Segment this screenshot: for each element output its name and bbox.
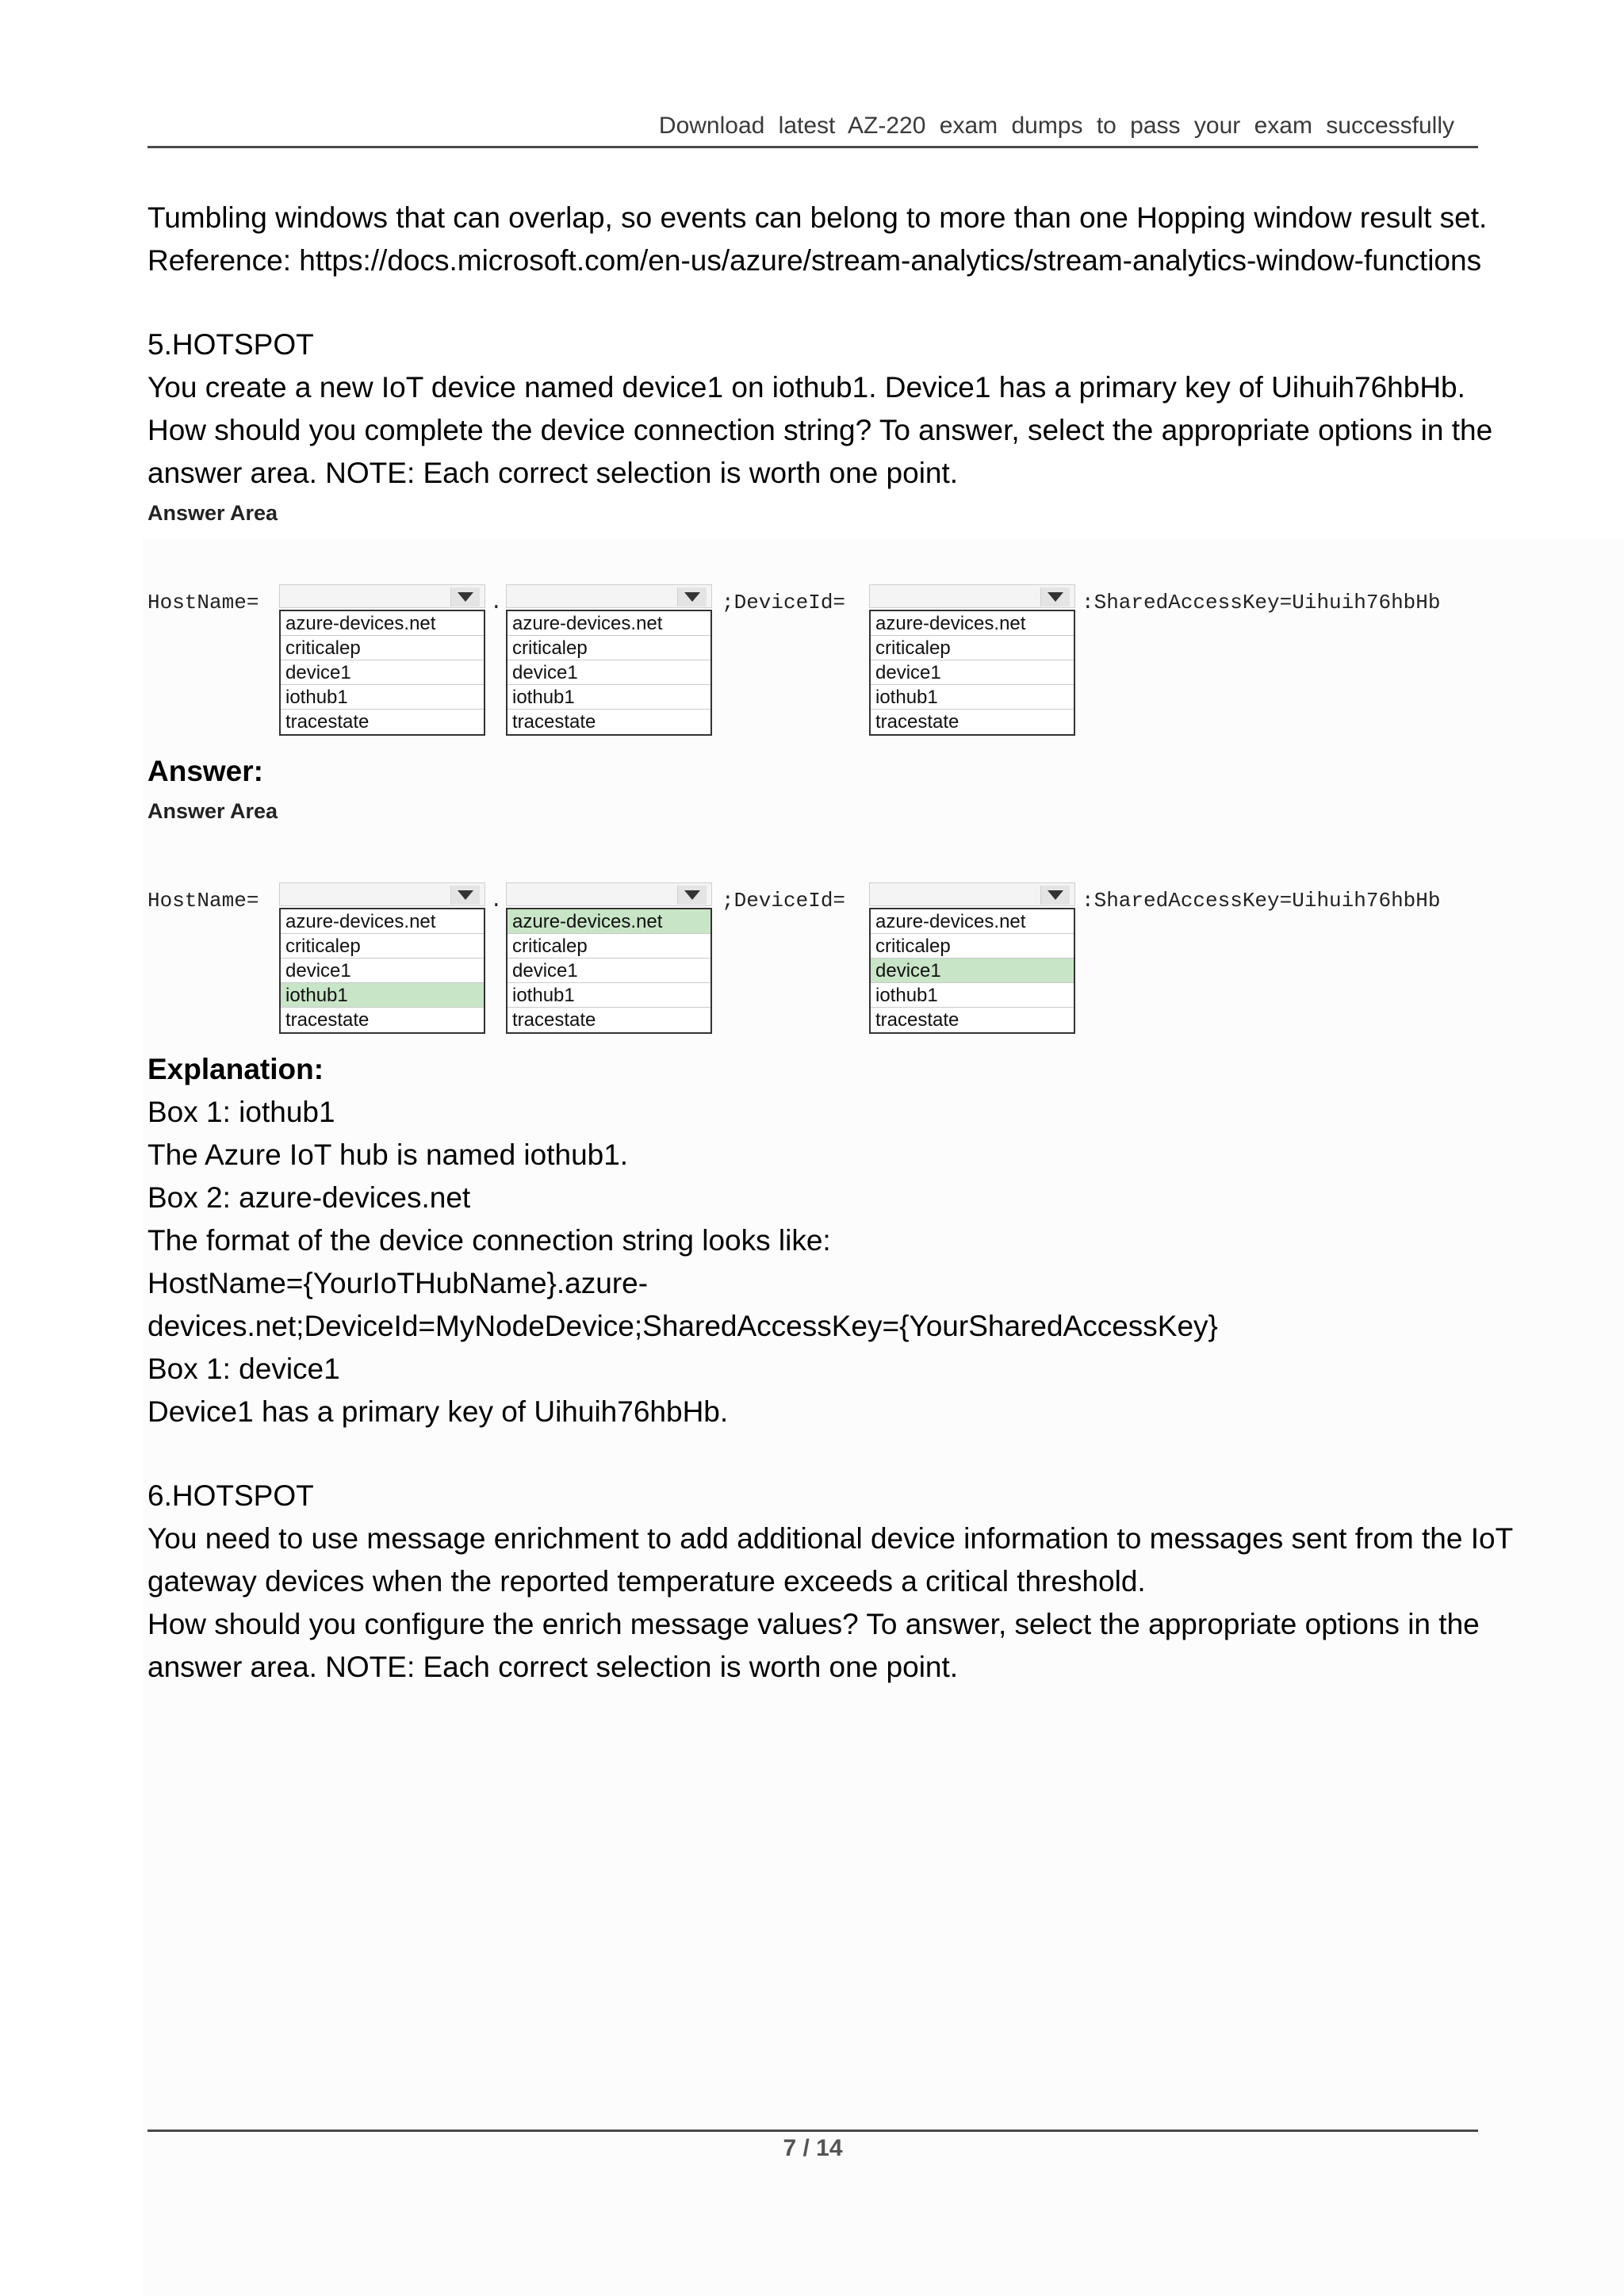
question-6-line-3: How should you configure the enrich message values? To answer, select the appropriate options in the [147,1608,1480,1640]
option-criticalep[interactable]: criticalep [871,934,1074,959]
shared-access-key-label: :SharedAccessKey=Uihuih76hbHb [1082,591,1441,614]
question-5-title: 5.HOTSPOT [147,328,314,361]
dropdown-box-1[interactable] [279,584,485,736]
chevron-down-icon[interactable] [1040,886,1070,905]
option-azure-devices-net[interactable]: azure-devices.net [871,611,1074,636]
option-tracestate[interactable]: tracestate [512,711,596,733]
dropdown-options [869,610,1075,736]
option-azure-devices-net-selected[interactable]: azure-devices.net [508,909,710,934]
dot-separator: . [490,889,503,913]
dropdown-header[interactable] [279,882,485,906]
dropdown-options [279,908,485,1034]
question-5-line-2: How should you complete the device connection string? To answer, select the appropriate options in the [147,414,1493,446]
option-iothub1[interactable]: iothub1 [281,685,484,710]
explanation-heading: Explanation: [147,1053,324,1085]
chevron-down-icon[interactable] [677,587,707,607]
option-iothub1[interactable]: iothub1 [871,685,1074,710]
option-tracestate[interactable]: tracestate [875,1009,959,1031]
option-device1[interactable]: device1 [508,660,710,685]
explanation-line: devices.net;DeviceId=MyNodeDevice;SharedAccessKey={YourSharedAccessKey} [147,1310,1218,1342]
question-6-line-1: You need to use message enrichment to add additional device information to messages sent from the IoT [147,1522,1514,1555]
option-azure-devices-net[interactable]: azure-devices.net [281,611,484,636]
dropdown-options [506,610,712,736]
dropdown-header[interactable] [869,882,1075,906]
option-tracestate[interactable]: tracestate [512,1009,596,1031]
option-iothub1[interactable]: iothub1 [508,983,710,1008]
dropdown-options [279,610,485,736]
option-azure-devices-net[interactable]: azure-devices.net [871,909,1074,934]
answer-dropdown-box-3[interactable] [869,882,1075,1034]
question-5-line-3: answer area. NOTE: Each correct selection is worth one point. [147,457,959,489]
answer-area-title-2: Answer Area [147,799,278,823]
dropdown-options [506,908,712,1034]
dropdown-header[interactable] [506,584,712,608]
explanation-line: Box 1: device1 [147,1353,340,1385]
dropdown-options [869,908,1075,1034]
option-device1-selected[interactable]: device1 [871,959,1074,983]
dropdown-box-3[interactable] [869,584,1075,736]
chevron-down-icon[interactable] [1040,587,1070,607]
option-iothub1[interactable]: iothub1 [871,983,1074,1008]
option-tracestate[interactable]: tracestate [285,1009,370,1031]
explanation-line: Device1 has a primary key of Uihuih76hbHb. [147,1395,729,1428]
dropdown-header[interactable] [506,882,712,906]
option-tracestate[interactable]: tracestate [875,711,959,733]
option-azure-devices-net[interactable]: azure-devices.net [508,611,710,636]
dropdown-box-2[interactable] [506,584,712,736]
option-criticalep[interactable]: criticalep [281,636,484,660]
explanation-line: Box 1: iothub1 [147,1096,335,1128]
option-criticalep[interactable]: criticalep [871,636,1074,660]
answer-area-title: Answer Area [147,501,278,525]
question-answer-area [147,584,1478,743]
chevron-down-icon[interactable] [450,587,480,607]
explanation-line: HostName={YourIoTHubName}.azure- [147,1267,649,1299]
question-5-line-1: You create a new IoT device named device1 on iothub1. Device1 has a primary key of Uihuih76hbHb. [147,371,1465,404]
question-6-line-2: gateway devices when the reported temperature exceeds a critical threshold. [147,1565,1146,1598]
dot-separator: . [490,591,503,614]
option-device1[interactable]: device1 [508,959,710,983]
option-criticalep[interactable]: criticalep [508,934,710,959]
option-iothub1[interactable]: iothub1 [508,685,710,710]
chevron-down-icon[interactable] [450,886,480,905]
option-iothub1-selected[interactable]: iothub1 [281,983,484,1008]
footer-rule [147,2130,1478,2132]
option-device1[interactable]: device1 [871,660,1074,685]
solved-answer-area [147,882,1478,1041]
chevron-down-icon[interactable] [677,886,707,905]
intro-line-1: Tumbling windows that can overlap, so events can belong to more than one Hopping window result set. [147,201,1488,234]
option-criticalep[interactable]: criticalep [281,934,484,959]
deviceid-label: ;DeviceId= [722,889,846,913]
dropdown-header[interactable] [869,584,1075,608]
header-rule [147,146,1478,148]
shared-access-key-label: :SharedAccessKey=Uihuih76hbHb [1082,889,1441,913]
explanation-line: Box 2: azure-devices.net [147,1181,471,1214]
hostname-label: HostName= [147,889,259,913]
option-device1[interactable]: device1 [281,660,484,685]
question-6-title: 6.HOTSPOT [147,1479,314,1512]
option-device1[interactable]: device1 [281,959,484,983]
deviceid-label: ;DeviceId= [722,591,846,614]
dropdown-header[interactable] [279,584,485,608]
page-number: 7 / 14 [783,2135,843,2161]
explanation-line: The format of the device connection string looks like: [147,1224,831,1257]
answer-dropdown-box-1[interactable] [279,882,485,1034]
answer-heading: Answer: [147,755,263,787]
hostname-label: HostName= [147,591,259,614]
reference-line: Reference: https://docs.microsoft.com/en-us/azure/stream-analytics/stream-analytics-window-functions [147,244,1482,277]
page-header: Download latest AZ-220 exam dumps to pass your exam successfully [658,113,1454,139]
question-6-line-4: answer area. NOTE: Each correct selection is worth one point. [147,1651,959,1683]
option-azure-devices-net[interactable]: azure-devices.net [281,909,484,934]
option-criticalep[interactable]: criticalep [508,636,710,660]
explanation-line: The Azure IoT hub is named iothub1. [147,1138,629,1171]
answer-dropdown-box-2[interactable] [506,882,712,1034]
option-tracestate[interactable]: tracestate [285,711,370,733]
